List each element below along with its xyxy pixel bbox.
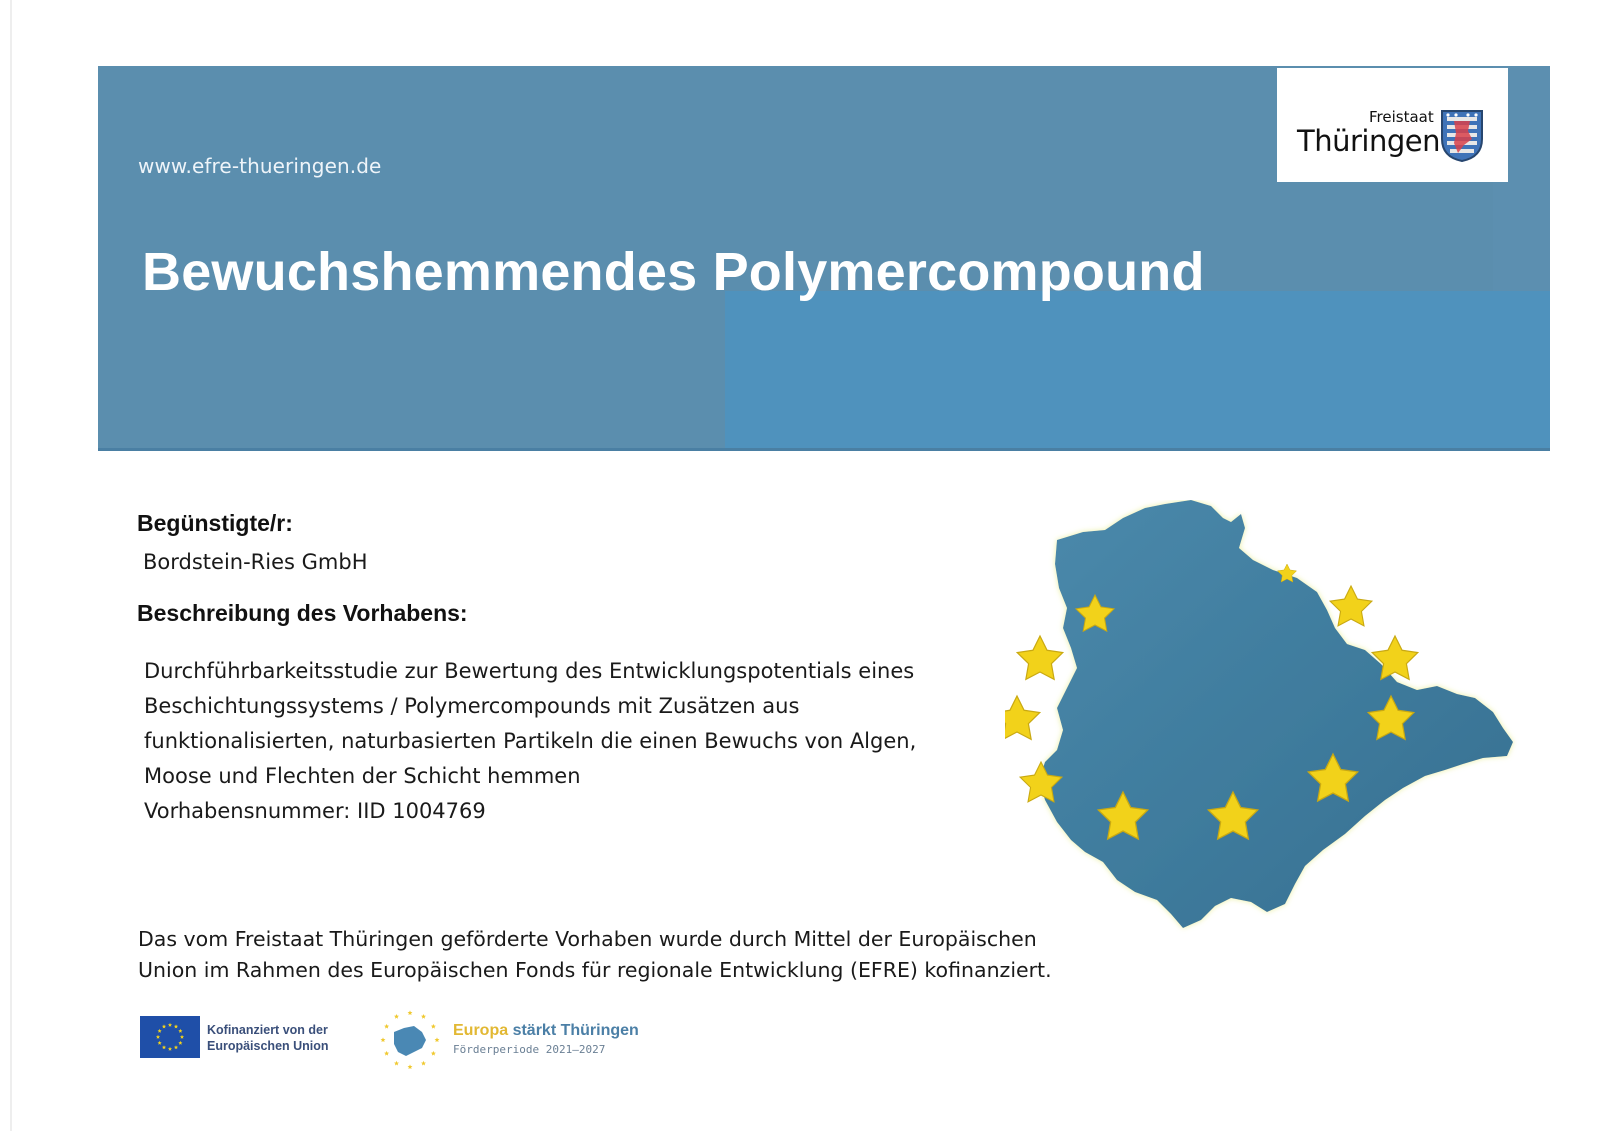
small-star	[421, 1014, 426, 1019]
description-label: Beschreibung des Vorhabens:	[137, 600, 468, 626]
eu-cofunding-line: Kofinanziert von der	[207, 1023, 328, 1037]
small-star	[408, 1010, 413, 1015]
eu-star	[1005, 696, 1040, 739]
esth-subtitle: Förderperiode 2021–2027	[453, 1043, 606, 1056]
small-star	[435, 1037, 440, 1042]
small-star	[381, 1037, 386, 1042]
eu-star	[1017, 636, 1063, 679]
description-line: Beschichtungssystems / Polymercompounds mit Zusätzen aus	[144, 694, 800, 718]
small-star	[431, 1051, 436, 1056]
funding-line: Union im Rahmen des Europäischen Fonds für regionale Entwicklung (EFRE) kofinanziert.	[138, 958, 1052, 982]
esth-title-europa: Europa	[453, 1022, 509, 1039]
small-star	[394, 1061, 399, 1066]
eu-star	[1330, 586, 1372, 626]
logo-thueringen-text: Thüringen	[1297, 124, 1440, 158]
esth-title	[453, 1022, 639, 1040]
small-star	[421, 1061, 426, 1066]
funding-statement	[138, 924, 1052, 986]
map-shape	[1039, 500, 1513, 928]
header-banner	[98, 66, 1550, 451]
small-star	[384, 1051, 389, 1056]
project-title: Bewuchshemmendes Polymercompound	[142, 242, 1205, 302]
description-line: Moose und Flechten der Schicht hemmen	[144, 764, 581, 788]
thuringia-coat-of-arms-icon	[1440, 109, 1484, 163]
small-star	[408, 1064, 413, 1069]
banner-bottom-line	[98, 448, 1550, 451]
esth-title-rest: stärkt Thüringen	[512, 1022, 639, 1039]
funding-line: Das vom Freistaat Thüringen geförderte Vorhaben wurde durch Mittel der Europäischen	[138, 927, 1037, 951]
small-star	[394, 1014, 399, 1019]
project-number: Vorhabensnummer: IID 1004769	[144, 799, 486, 823]
beneficiary-value: Bordstein-Ries GmbH	[143, 550, 368, 574]
eu-flag-icon	[140, 1016, 200, 1058]
banner-accent-block	[725, 291, 1550, 451]
thuringia-stars-icon	[376, 1010, 444, 1070]
website-url: www.efre-thueringen.de	[138, 154, 382, 178]
logo-freistaat-text: Freistaat	[1369, 108, 1434, 126]
eu-cofunding-line: Europäischen Union	[207, 1039, 329, 1053]
thueringen-logo	[1277, 68, 1508, 182]
small-star	[384, 1024, 389, 1029]
description-line: Durchführbarkeitsstudie zur Bewertung des Entwicklungspotentials eines	[144, 659, 915, 683]
page-edge	[10, 0, 12, 1131]
thuringia-map-illustration	[1005, 500, 1545, 950]
small-star	[431, 1024, 436, 1029]
eu-cofunding-text	[207, 1022, 329, 1054]
beneficiary-label: Begünstigte/r:	[137, 510, 293, 536]
description-text	[144, 654, 916, 829]
description-line: funktionalisierten, naturbasierten Partikeln die einen Bewuchs von Algen,	[144, 729, 917, 753]
